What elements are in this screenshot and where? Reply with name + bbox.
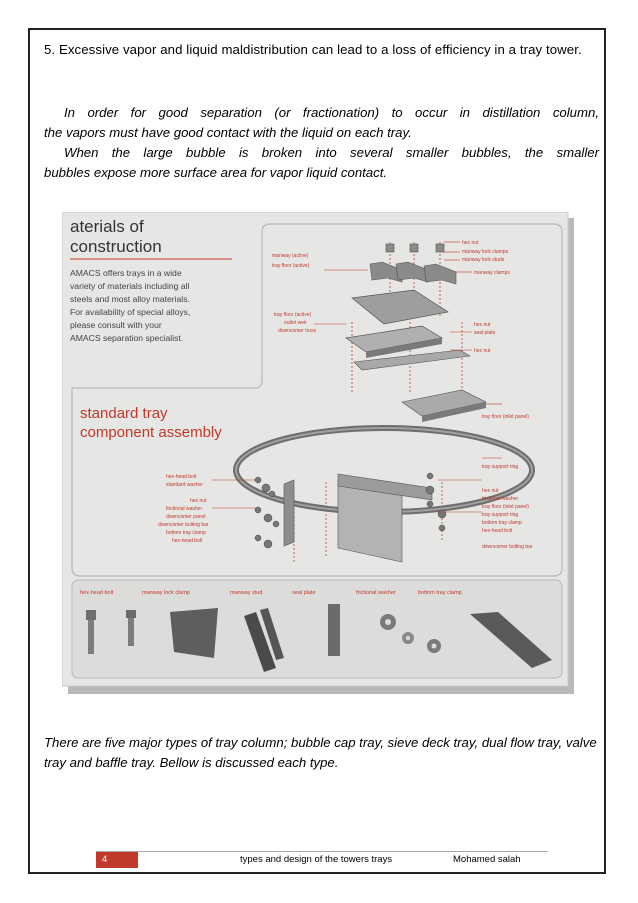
label: hex-head bolt <box>482 528 513 534</box>
label: manway (active) <box>272 253 309 259</box>
assembly-title: standard tray <box>80 405 168 422</box>
footer-author: Mohamed salah <box>453 854 521 865</box>
label: hex nut <box>462 240 479 246</box>
label: tray floor (inlet panel) <box>482 414 529 420</box>
label: frictional washer <box>482 496 519 502</box>
part-label: seal plate <box>292 590 316 596</box>
paragraph-line: bubbles expose more surface area for vapor liquid contact. <box>44 165 388 180</box>
paragraph-tray-types: There are five major types of tray column; bubble cap tray, sieve deck tray, dual flow tray, valve tray and baffle tray. Bellow is discussed each type. <box>44 735 597 770</box>
part-manway-lock-clamp <box>170 608 218 658</box>
label: hex-head bolt <box>166 474 197 480</box>
tray-assembly-figure <box>62 212 574 694</box>
downcomer-panel <box>284 480 294 546</box>
part-label: hex-head bolt <box>80 590 114 596</box>
materials-text: steels and most alloy materials. <box>70 294 190 304</box>
label: tray support ring <box>482 512 519 518</box>
label: hex nut <box>482 488 499 494</box>
label: standard washer <box>166 482 203 488</box>
part-label: frictional washer <box>356 590 396 596</box>
label: downcomer panel <box>166 514 206 520</box>
assembly-title: component assembly <box>80 424 222 441</box>
label: hex-head bolt <box>172 538 203 544</box>
part-label: manway stud <box>230 590 263 596</box>
label: hex nut <box>190 498 207 504</box>
part-seal-plate <box>328 604 340 656</box>
page-footer <box>96 851 548 868</box>
part-label: bottom tray clamp <box>418 590 462 596</box>
paragraph-separation <box>44 103 599 183</box>
label: tray floor (active) <box>274 312 312 318</box>
label: bottom tray clamp <box>166 530 206 536</box>
label: downcomer truss <box>278 328 317 334</box>
label: bottom tray clamp <box>482 520 522 526</box>
materials-text: please consult with your <box>70 320 162 330</box>
label: hex nut <box>474 348 491 354</box>
label: tray floor (inlet panel) <box>482 504 529 510</box>
materials-title: construction <box>70 237 162 256</box>
label: tray floor (active) <box>272 263 310 269</box>
label: downcomer bolting bar <box>158 522 209 528</box>
page-number: 4 <box>96 852 138 868</box>
label: tray support ring <box>482 464 519 470</box>
label: outlet weir <box>284 320 307 326</box>
part-label: manway lock clamp <box>142 590 190 596</box>
materials-text: AMACS separation specialist. <box>70 333 184 343</box>
materials-text: For availability of special alloys, <box>70 307 191 317</box>
label: manway lock studs <box>462 257 505 263</box>
label: manway clamps <box>474 270 510 276</box>
materials-text: variety of materials including all <box>70 281 190 291</box>
label: seal plate <box>474 330 496 336</box>
label: frictional washer <box>166 506 203 512</box>
label: downcomer bolting bar <box>482 544 533 550</box>
footer-title: types and design of the towers trays <box>240 854 393 865</box>
paragraph-line: When the large bubble is broken into several smaller bubbles, the smaller <box>64 145 599 160</box>
materials-text: AMACS offers trays in a wide <box>70 268 182 278</box>
label: manway lock clamps <box>462 249 509 255</box>
label: hex nut <box>474 322 491 328</box>
materials-title: aterials of <box>70 217 144 236</box>
paragraph-maldistribution: 5. Excessive vapor and liquid maldistribution can lead to a loss of efficiency in a tray tower. <box>44 42 582 57</box>
paragraph-line: the vapors must have good contact with the liquid on each tray. <box>44 125 412 140</box>
paragraph-line: In order for good separation (or fractionation) to occur in distillation column, <box>64 105 599 120</box>
